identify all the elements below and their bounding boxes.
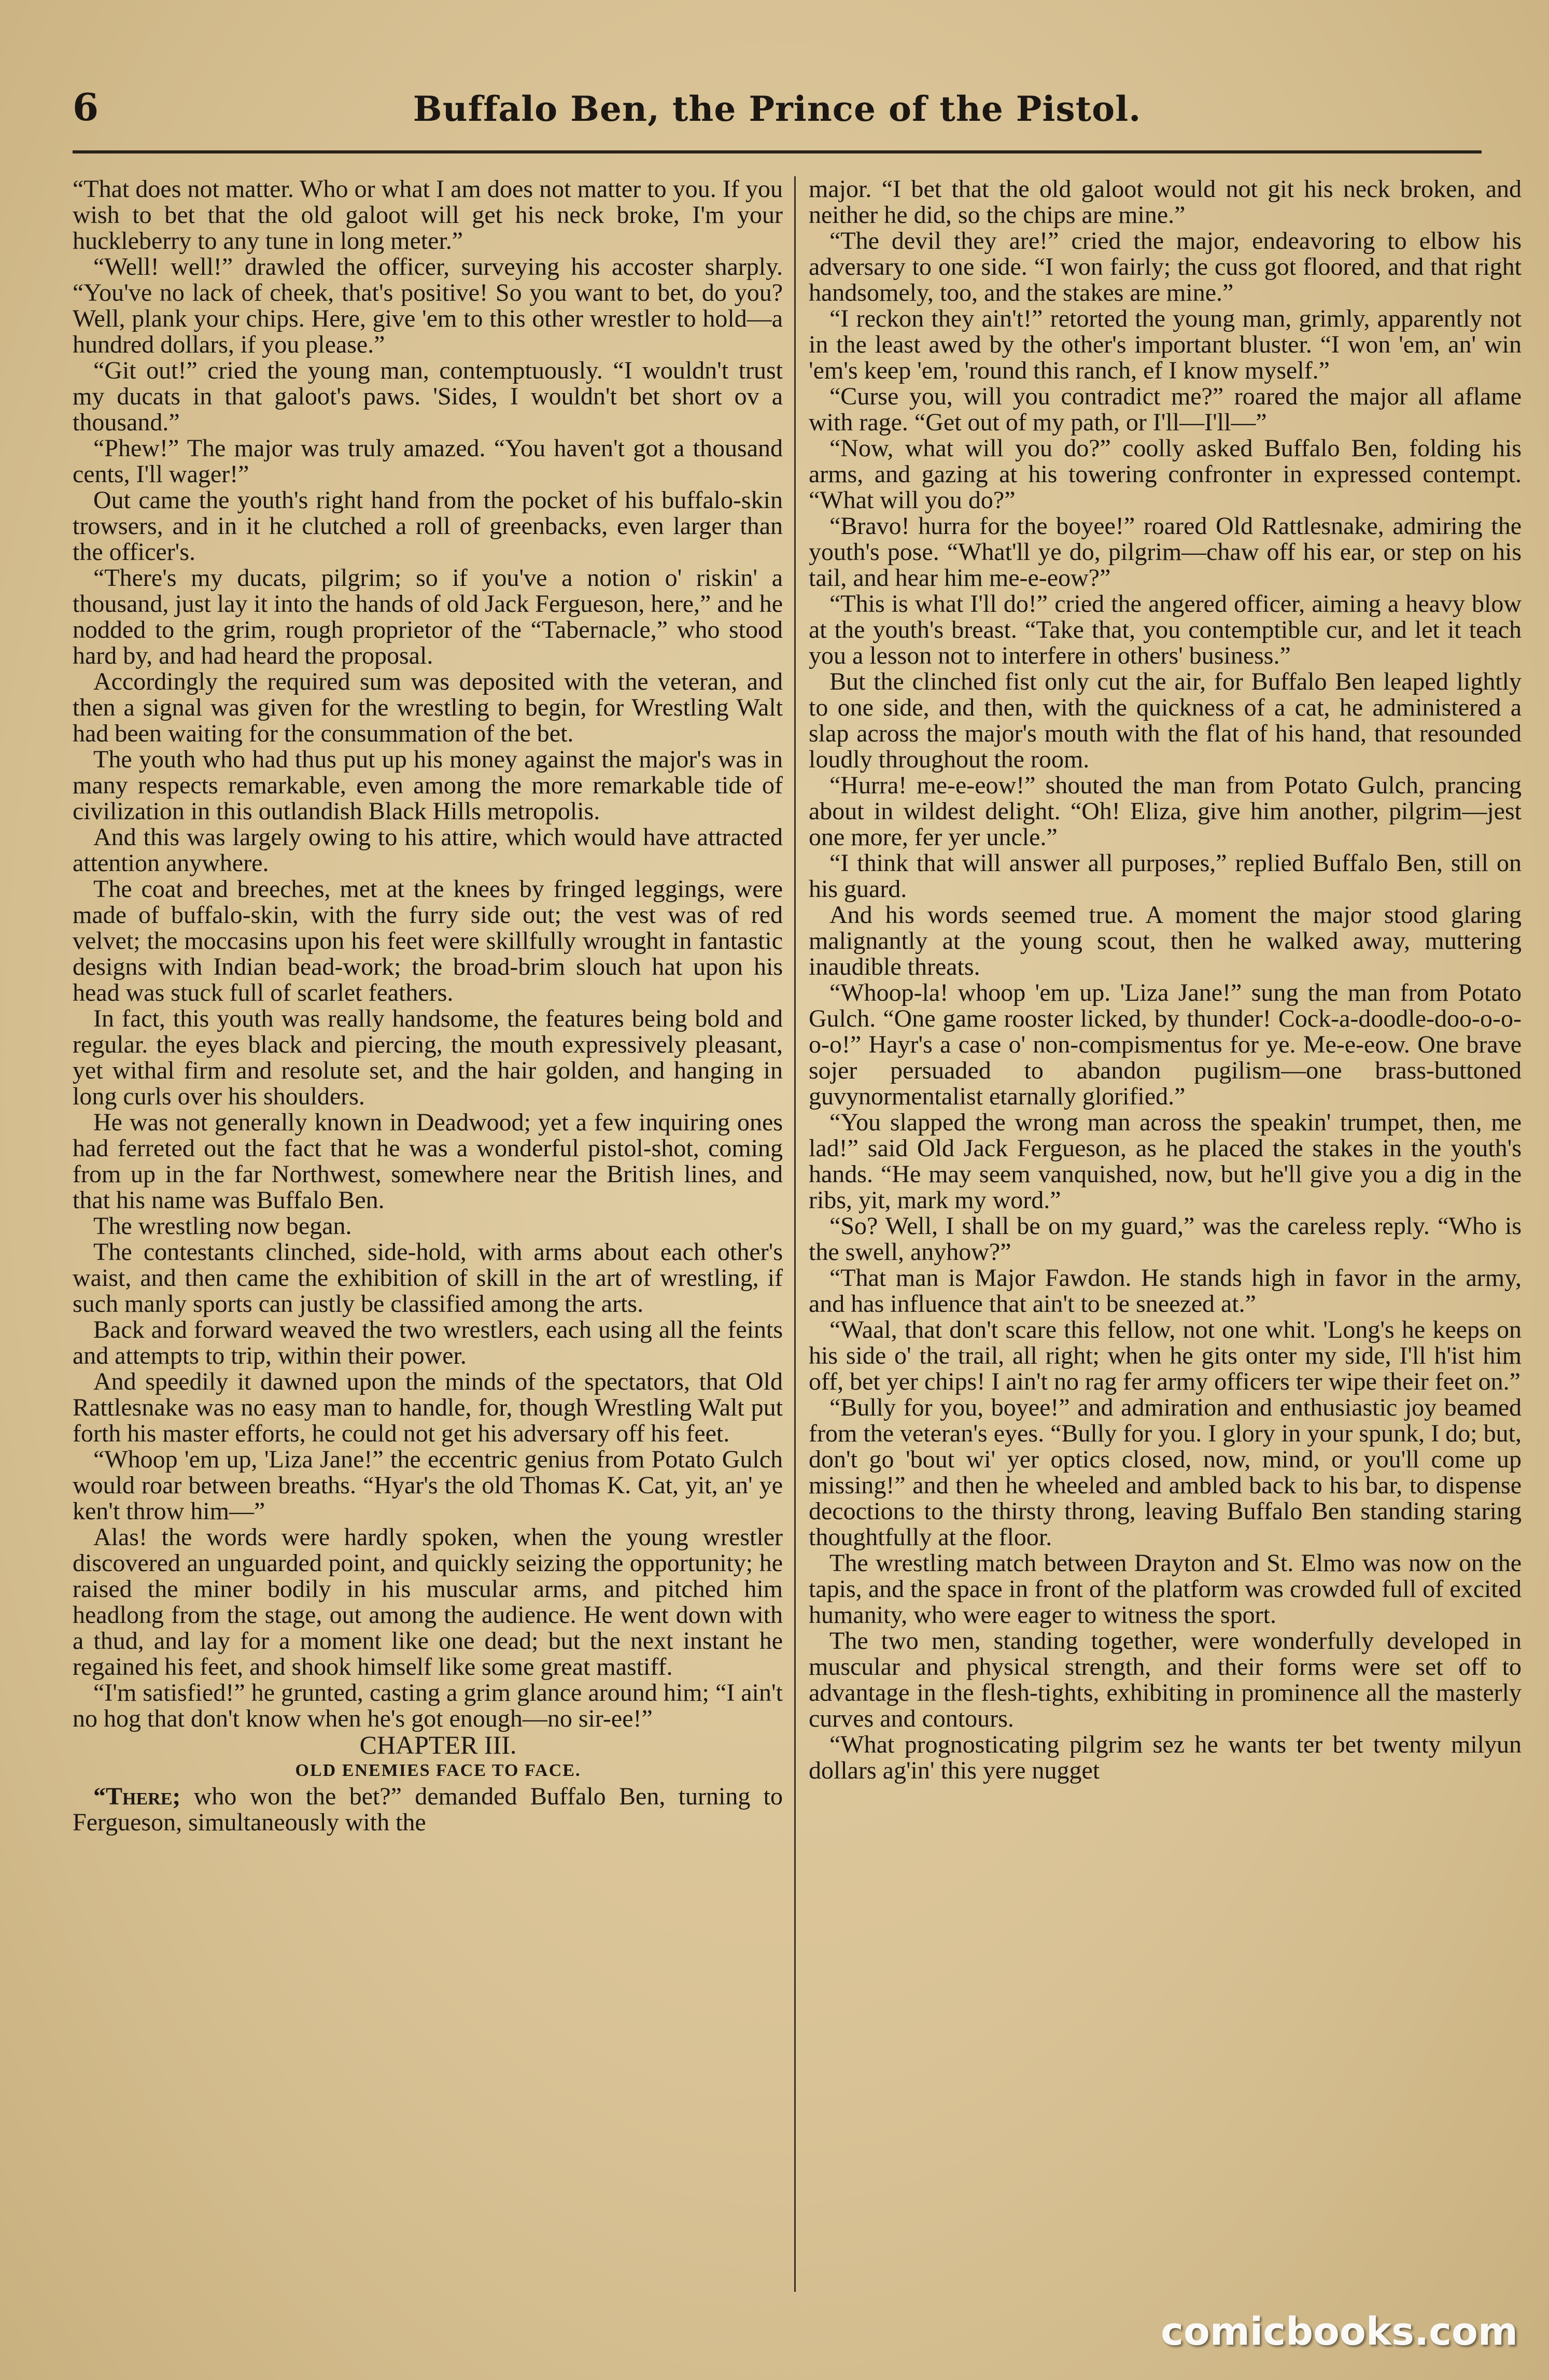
column-divider <box>794 176 796 2292</box>
paragraph: The youth who had thus put up his money against the major's was in many respects remarkable, even among the more remarkable tide of civilization in this outlandish Black Hills metropolis. <box>73 746 783 825</box>
paragraph: Out came the youth's right hand from the pocket of his buffalo-skin trowsers, and in it he clutched a roll of greenbacks, even larger than the officer's. <box>73 486 783 566</box>
paragraph: “That does not matter. Who or what I am does not matter to you. If you wish to bet that the old galoot will get his neck broke, I'm your huckleberry to any tune in long meter.” <box>73 176 783 255</box>
paragraph: “Git out!” cried the young man, contemptuously. “I wouldn't trust my ducats in that galoot's paws. 'Sides, I wouldn't bet short ov a thousand.” <box>73 357 783 436</box>
paragraph-text: who won the bet?” demanded Buffalo Ben, turning to Fergueson, simultaneously with the <box>73 1783 783 1836</box>
running-title: Buffalo Ben, the Prince of the Pistol. <box>413 89 1142 129</box>
paragraph: “Whoop-la! whoop 'em up. 'Liza Jane!” sung the man from Potato Gulch. “One game rooster licked, by thunder! Cock-a-doodle-doo-o-o-o-o!” Hayr's a case o' non-compismentus for ye. Me-e-eow. One brave sojer persuaded to abandon pugilism—one brass-buttoned guvynormentalist etarnally glorified.” <box>809 979 1522 1110</box>
right-column <box>809 176 1522 2292</box>
paragraph: “This is what I'll do!” cried the angered officer, aiming a heavy blow at the youth's breast. “Take that, you contemptible cur, and let it teach you a lesson not to interfere in others' business.” <box>809 590 1522 669</box>
paragraph: “Now, what will you do?” coolly asked Buffalo Ben, folding his arms, and gazing at his towering confronter in expressed contempt. “What will you do?” <box>809 435 1522 514</box>
paragraph: “Curse you, will you contradict me?” roared the major all aflame with rage. “Get out of my path, or I'll—I'll—” <box>809 383 1522 436</box>
chapter-heading: CHAPTER III. <box>359 1730 517 1759</box>
paragraph: And speedily it dawned upon the minds of the spectators, that Old Rattlesnake was no easy man to handle, for, though Wrestling Walt put forth his master efforts, he could not get his adversary off his feet. <box>73 1368 783 1447</box>
paragraph: “Hurra! me-e-eow!” shouted the man from Potato Gulch, prancing about in wildest delight. “Oh! Eliza, give him another, pilgrim—jest one more, fer yer uncle.” <box>809 772 1522 851</box>
paragraph: Back and forward weaved the two wrestlers, each using all the feints and attempts to trip, within their power. <box>73 1316 783 1369</box>
paragraph: The two men, standing together, were wonderfully developed in muscular and physical strength, and their forms were set off to advantage in the flesh-tights, exhibiting in prominence all the masterly curves and contours. <box>809 1627 1522 1732</box>
lead-word: “There; <box>93 1783 181 1810</box>
paragraph: “The devil they are!” cried the major, endeavoring to elbow his adversary to one side. “I won fairly; the cuss got floored, and that right handsomely, too, and the stakes are mine.” <box>809 227 1522 306</box>
paragraph: In fact, this youth was really handsome, the features being bold and regular. the eyes black and piercing, the mouth expressively pleasant, yet withal firm and resolute set, and the hair golden, and hanging in long curls over his shoulders. <box>73 1005 783 1110</box>
paragraph: “Well! well!” drawled the officer, surveying his accoster sharply. “You've no lack of cheek, that's positive! So you want to bet, do you? Well, plank your chips. Here, give 'em to this other wrestler to hold—a hundred dollars, if you please.” <box>73 253 783 358</box>
paragraph: “There's my ducats, pilgrim; so if you've a notion o' riskin' a thousand, just lay it into the hands of old Jack Fergueson, here,” and he nodded to the grim, rough proprietor of the “Tabernacle,” who stood hard by, and had heard the proposal. <box>73 564 783 669</box>
paragraph: major. “I bet that the old galoot would not git his neck broken, and neither he did, so the chips are mine.” <box>809 176 1522 229</box>
paragraph <box>73 1784 783 1836</box>
paragraph: The contestants clinched, side-hold, with arms about each other's waist, and then came the exhibition of skill in the art of wrestling, if such manly sports can justly be classified among the arts. <box>73 1238 783 1318</box>
page-header <box>73 78 1482 140</box>
header-rule <box>73 150 1482 153</box>
paragraph: “Phew!” The major was truly amazed. “You haven't got a thousand cents, I'll wager!” <box>73 435 783 488</box>
paragraph: “I think that will answer all purposes,” replied Buffalo Ben, still on his guard. <box>809 849 1522 903</box>
paragraph: “Whoop 'em up, 'Liza Jane!” the eccentric genius from Potato Gulch would roar between breaths. “Hyar's the old Thomas K. Cat, yit, an' ye ken't throw him—” <box>73 1446 783 1525</box>
paragraph: He was not generally known in Deadwood; yet a few inquiring ones had ferreted out the fact that he was a wonderful pistol-shot, coming from up in the far Northwest, somewhere near the British lines, and that his name was Buffalo Ben. <box>73 1109 783 1214</box>
paragraph: The wrestling match between Drayton and St. Elmo was now on the tapis, and the space in front of the platform was crowded full of excited humanity, who were eager to witness the sport. <box>809 1549 1522 1629</box>
paragraph: “Bully for you, boyee!” and admiration and enthusiastic joy beamed from the veteran's eyes. “Bully for you. I glory in your spunk, I do; but, don't go 'bout wi' yer optics closed, now, mind, or you'll come up missing!” and then he wheeled and ambled back to his bar, to dispense decoctions to the thirsty throng, leaving Buffalo Ben standing staring thoughtfully at the floor. <box>809 1394 1522 1551</box>
paragraph: Accordingly the required sum was deposited with the veteran, and then a signal was given for the wrestling to begin, for Wrestling Walt had been waiting for the consummation of the bet. <box>73 668 783 747</box>
paragraph: “So? Well, I shall be on my guard,” was the careless reply. “Who is the swell, anyhow?” <box>809 1212 1522 1266</box>
paragraph: The wrestling now began. <box>93 1212 352 1240</box>
paragraph: And his words seemed true. A moment the major stood glaring malignantly at the young scout, then he walked away, muttering inaudible threats. <box>809 901 1522 981</box>
paragraph: But the clinched fist only cut the air, for Buffalo Ben leaped lightly to one side, and then, with the quickness of a cat, he administered a slap across the major's mouth with the flat of his hand, that resounded loudly throughout the room. <box>809 668 1522 773</box>
watermark: comicbooks.com <box>1161 2309 1518 2354</box>
paragraph: “I reckon they ain't!” retorted the young man, grimly, apparently not in the least awed by the other's important bluster. “I won 'em, an' win 'em's keep 'em, 'round this ranch, ef I know myself.” <box>809 305 1522 384</box>
page-number: 6 <box>73 85 99 129</box>
paragraph: “I'm satisfied!” he grunted, casting a grim glance around him; “I ain't no hog that don't know when he's got enough—no sir-ee!” <box>73 1679 783 1732</box>
paragraph: “Bravo! hurra for the boyee!” roared Old Rattlesnake, admiring the youth's pose. “What'll ye do, pilgrim—chaw off his ear, or step on his tail, and hear him me-e-eow?” <box>809 512 1522 592</box>
paragraph: And this was largely owing to his attire, which would have attracted attention anywhere. <box>73 823 783 877</box>
left-column <box>73 176 783 2292</box>
paragraph: “That man is Major Fawdon. He stands high in favor in the army, and has influence that ain't to be sneezed at.” <box>809 1264 1522 1318</box>
paragraph: “You slapped the wrong man across the speakin' trumpet, then, me lad!” said Old Jack Fergueson, as he placed the stakes in the youth's hands. “He may seem vanquished, now, but he'll give you a dig in the ribs, yit, mark my word.” <box>809 1109 1522 1214</box>
chapter-subtitle: OLD ENEMIES FACE TO FACE. <box>295 1761 581 1780</box>
paragraph: Alas! the words were hardly spoken, when the young wrestler discovered an unguarded point, and quickly seizing the opportunity; he raised the miner bodily in his muscular arms, and pitched him headlong from the stage, out among the audience. He went down with a thud, and lay for a moment like one dead; but the next instant he regained his feet, and shook himself like some great mastiff. <box>73 1523 783 1681</box>
paragraph: The coat and breeches, met at the knees by fringed leggings, were made of buffalo-skin, with the furry side out; the vest was of red velvet; the moccasins upon his feet were skillfully wrought in fantastic designs with Indian bead-work; the broad-brim slouch hat upon his head was stuck full of scarlet feathers. <box>73 875 783 1006</box>
paragraph: “Waal, that don't scare this fellow, not one whit. 'Long's he keeps on his side o' the trail, all right; when he gits onter my side, I'll h'ist him off, bet yer chips! I ain't no rag fer army officers ter wipe their feet on.” <box>809 1316 1522 1395</box>
paragraph: “What prognosticating pilgrim sez he wants ter bet twenty milyun dollars ag'in' this yere nugget <box>809 1731 1522 1784</box>
